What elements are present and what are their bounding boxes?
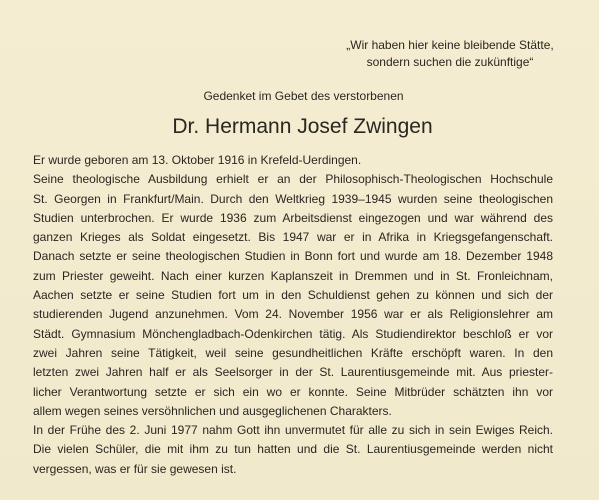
biography-line: Aachen setzte er seine Studien fort um in den Schuldienst gehen zu können und sich der	[33, 288, 553, 303]
biography-line: Studien unterbrochen. Er wurde 1936 zum Arbeitsdienst eingezogen und war während des	[33, 210, 553, 225]
intro-text: Gedenket im Gebet des verstorbenen	[203, 89, 404, 103]
biography-line: In der Frühe des 2. Juni 1977 nahm Gott ihn unvermutet für alle zu sich in sein Ewiges Reich.	[33, 423, 553, 438]
biography-line: Seine theologische Ausbildung erhielt er an der Philosophisch-Theologischen Hochschule	[33, 172, 553, 187]
deceased-name: Dr. Hermann Josef Zwingen	[172, 115, 433, 138]
biography-line: zum Priester geweiht. Nach einer kurzen Kaplanszeit in Dremmen und in St. Fronleichnam,	[33, 268, 553, 283]
biography-line: vergessen, was er für sie gewesen ist.	[33, 461, 237, 476]
biography-line: licher Verantwortung setzte er sich ein wo er konnte. Seine Mitbrüder schätzten ihn vor	[33, 384, 553, 399]
bible-quote-line-1: „Wir haben hier keine bleibende Stätte,	[346, 38, 554, 52]
biography-line: Danach setzte er seine theologischen Studien in Bonn fort und wurde am 18. Dezember 1948	[33, 249, 553, 264]
biography-line: ganzen Krieges als Soldat eingesetzt. Bis 1947 war er in Afrika in Kriegsgefangenschaft.	[33, 230, 553, 245]
biography-text	[33, 151, 553, 479]
biography-line: St. Georgen in Frankfurt/Main. Durch den Weltkrieg 1939–1945 wurden seine theologischen	[33, 191, 553, 206]
biography-line: studierenden Jugend anzunehmen. Vom 24. November 1956 war er als Religionslehrer am	[33, 307, 553, 322]
biography-line: allem wegen seines versöhnlichen und ausgeglichenen Charakters.	[33, 403, 392, 418]
bible-quote-line-2: sondern suchen die zukünftige“	[366, 55, 534, 69]
biography-line: Er wurde geboren am 13. Oktober 1916 in Krefeld-Uerdingen.	[33, 153, 362, 167]
biography-line: Städt. Gymnasium Mönchengladbach-Odenkirchen tätig. Als Studiendirektor beschloß er vor	[33, 326, 553, 341]
biography-line: letzten zwei Jahren half er als Seelsorger in der St. Laurentiusgemeinde mit. Aus priester-	[33, 365, 553, 380]
bible-quote	[330, 37, 570, 71]
biography-line: Die vielen Schüler, die mit ihm zu tun hatten und die St. Laurentiusgemeinde werden nicht	[33, 442, 553, 457]
biography-line: zwei Jahren seine Tätigkeit, weil seine gesundheitlichen Kräfte erschöpft waren. In den	[33, 345, 553, 360]
